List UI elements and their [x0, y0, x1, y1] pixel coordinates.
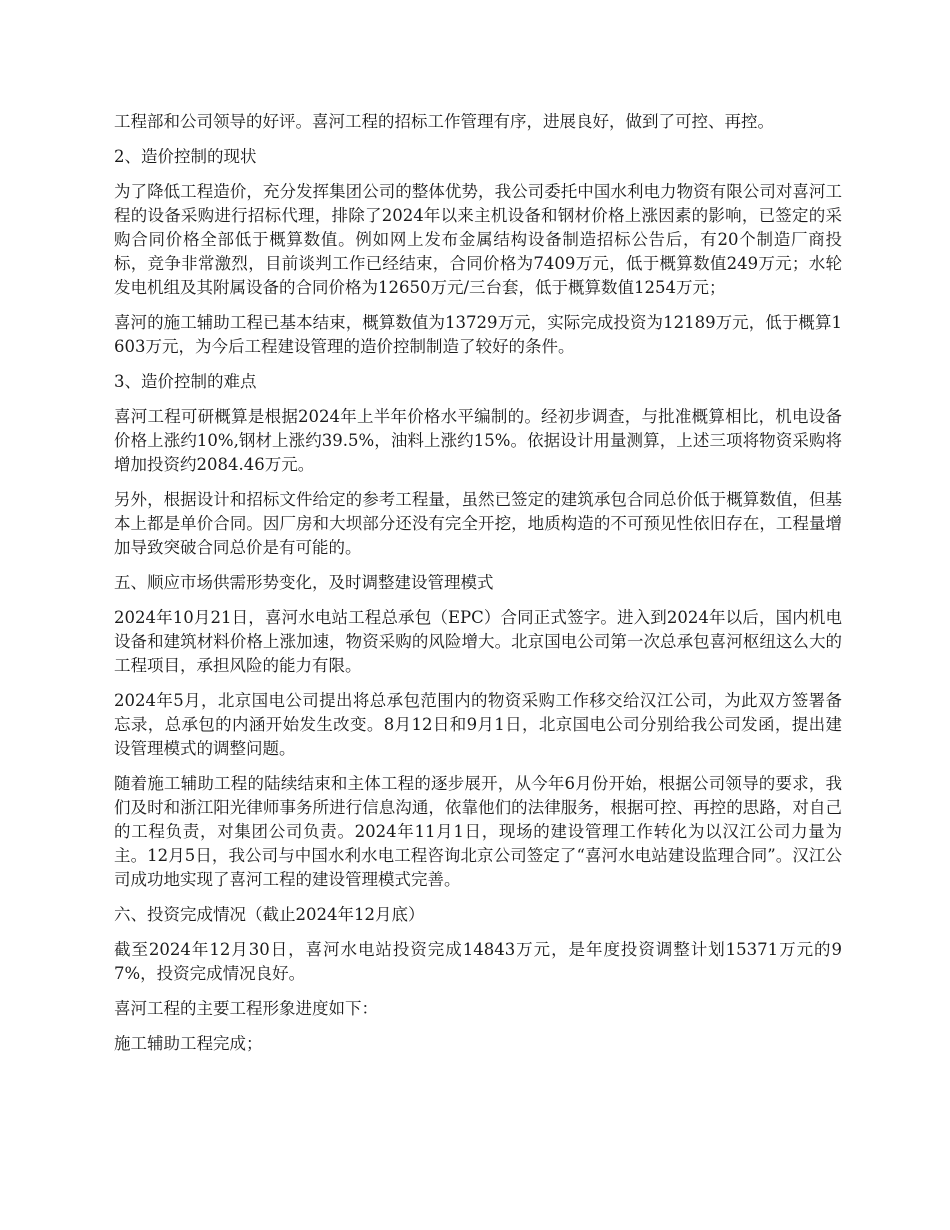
- section-heading-cost-difficulties: 3、造价控制的难点: [114, 372, 257, 391]
- paragraph-progress-intro: 喜河工程的主要工程形象进度如下：: [114, 999, 378, 1018]
- document-body: [114, 110, 842, 1067]
- paragraph-auxiliary-complete: 施工辅助工程完成；: [114, 1034, 263, 1053]
- paragraph-epc-contract: 2024年10月21日，喜河水电站工程总承包（EPC）合同正式签字。进入到2024年以后，国内机电设备和建筑材料价格上涨加速，物资采购的风险增大。北京国电公司第一次总承包喜河枢纽这么大的工程项目，承担风险的能力有限。: [114, 608, 842, 675]
- section-heading-management-mode: 五、顺应市场供需形势变化，及时调整建设管理模式: [114, 573, 494, 592]
- paragraph-procurement: 为了降低工程造价，充分发挥集团公司的整体优势，我公司委托中国水利电力物资有限公司对喜河工程的设备采购进行招标代理，排除了2024年以来主机设备和钢材价格上涨因素的影响，已签定的采购合同价格全部低于概算数值。例如网上发布金属结构设备制造招标公告后，有20个制造厂商投标，竞争非常激烈，目前谈判工作已经结束，合同价格为7409万元，低于概算数值249万元；水轮发电机组及其附属设备的合同价格为12650万元/三台套，低于概算数值1254万元；: [114, 182, 842, 297]
- paragraph-auxiliary-works: 喜河的施工辅助工程已基本结束，概算数值为13729万元，实际完成投资为12189万元，低于概算1603万元，为今后工程建设管理的造价控制制造了较好的条件。: [114, 313, 842, 356]
- paragraph-mode-transition: 随着施工辅助工程的陆续结束和主体工程的逐步展开，从今年6月份开始，根据公司领导的要求，我们及时和浙江阳光律师事务所进行信息沟通，依靠他们的法律服务，根据可控、再控的思路，对自己的工程负责，对集团公司负责。2024年11月1日，现场的建设管理工作转化为以汉江公司力量为主。12月5日，我公司与中国水利水电工程咨询北京公司签定了“喜河水电站建设监理合同”。汉江公司成功地实现了喜河工程的建设管理模式完善。: [114, 774, 842, 889]
- paragraph-tender-review: 工程部和公司领导的好评。喜河工程的招标工作管理有序，进展良好，做到了可控、再控。: [114, 112, 774, 131]
- section-heading-investment: 六、投资完成情况（截止2024年12月底）: [114, 905, 425, 924]
- paragraph-feasibility-estimate: 喜河工程可研概算是根据2024年上半年价格水平编制的。经初步调查，与批准概算相比，机电设备价格上涨约10%,钢材上涨约39.5%，油料上涨约15%。依据设计用量测算，上述三项将物资采购将增加投资约2084.46万元。: [114, 407, 842, 474]
- paragraph-unit-price-contracts: 另外，根据设计和招标文件给定的参考工程量，虽然已签定的建筑承包合同总价低于概算数值，但基本上都是单价合同。因厂房和大坝部分还没有完全开挖，地质构造的不可预见性依旧存在，工程量增加导致突破合同总价是有可能的。: [114, 490, 842, 557]
- paragraph-procurement-transfer: 2024年5月，北京国电公司提出将总承包范围内的物资采购工作移交给汉江公司，为此双方签署备忘录，总承包的内涵开始发生改变。8月12日和9月1日，北京国电公司分别给我公司发函，提出建设管理模式的调整问题。: [114, 691, 842, 758]
- section-heading-cost-status: 2、造价控制的现状: [114, 147, 257, 166]
- paragraph-investment-completion: 截至2024年12月30日，喜河水电站投资完成14843万元，是年度投资调整计划15371万元的97%，投资完成情况良好。: [114, 940, 842, 983]
